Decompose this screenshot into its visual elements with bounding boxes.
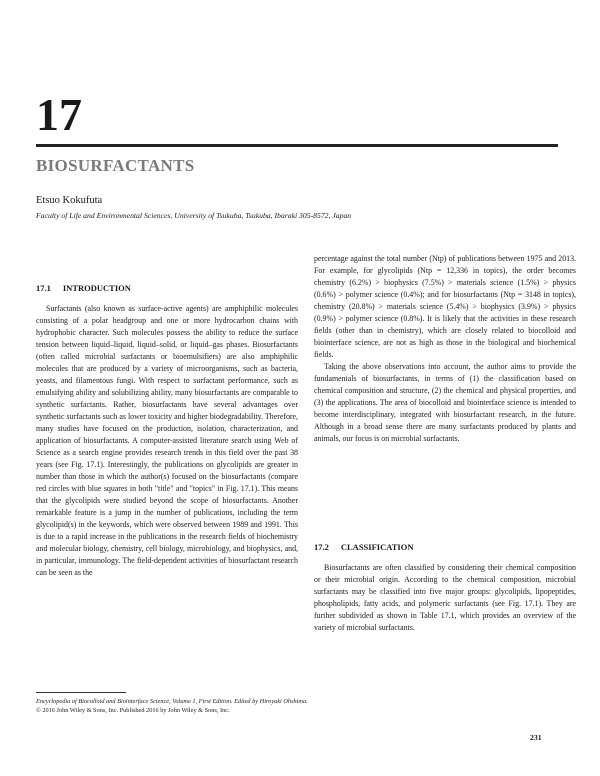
footnote-line-1: Encyclopedia of Biocolloid and Biointerface Science, Volume 1, First Edition. Edited by Hiroyuki Ohshima. [36, 698, 308, 705]
section-heading-introduction [36, 283, 131, 293]
page-number: 231 [530, 733, 542, 742]
section-number: 17.1 [36, 283, 51, 293]
section-number: 17.2 [314, 542, 329, 552]
footnote-rule [36, 692, 126, 693]
chapter-title: BIOSURFACTANTS [36, 156, 195, 175]
left-column [36, 303, 298, 579]
footnote-line-2: © 2016 John Wiley & Sons, Inc. Published 2016 by John Wiley & Sons, Inc. [36, 707, 230, 714]
right-column [314, 253, 576, 445]
author-affiliation: Faculty of Life and Environmental Sciences, University of Tsukuba, Tsukuba, Ibaraki 305-8572, Japan [36, 211, 352, 220]
author-name: Etsuo Kokufuta [36, 195, 103, 206]
introduction-continuation: percentage against the total number (Ntp) of publications between 1975 and 2013. For example, for glycolipids (Ntp = 12,336 in topics), the order becomes chemistry (6.2%) > biophysics (7.5%) > materials science (1.5%) > physics (0.6%) > polymer science (0.4%); and for biosurfactants (Ntp = 3148 in topics), chemistry (20.8%) > materials science (5.4%) > biophysics (3.9%) > physics (0.9%) > polymer science (0.8%). It is likely that the activities in these research fields (other than in chemistry), which are closely related to biocolloid and biointerface science, are not as high as those in the biological and biochemical fields. [314, 254, 576, 359]
section-title: CLASSIFICATION [340, 542, 414, 552]
classification-paragraph: Biosurfactants are often classified by considering their chemical composition or their microbial origin. According to the chemical composition, microbial surfactants may be classified into five major groups: glycolipids, lipopeptides, phospholipids, fatty acids, and polymeric surfactants (see Fig. 17.1). They are further subdivided as shown in Table 17.1, which provides an overview of the variety of microbial surfactants. [314, 563, 576, 632]
footnote [36, 697, 308, 715]
section-title: INTRODUCTION [62, 283, 131, 293]
section-heading-classification [314, 542, 413, 552]
introduction-paragraph-2: Taking the above observations into account, the author aims to provide the fundamentals of biosurfactants, in terms of (1) the classification based on chemical composition and structure, (2) the chemical and physical properties, and (3) the applications. The area of biocolloid and biointerface science is intended to become interdisciplinary, integrated with biosurfactant research, in the future. Although in a broad sense there are many surfactants produced by plants and animals, our focus is on microbial surfactants. [314, 362, 576, 443]
chapter-rule [36, 144, 558, 147]
classification-column [314, 562, 576, 634]
chapter-number: 17 [36, 89, 82, 140]
introduction-paragraph: Surfactants (also known as surface-active agents) are amphiphilic molecules consisting of a polar headgroup and one or more hydrocarbon chains with hydrophobic character. Such molecules possess the ability to reduce the surface tension between liquid–liquid, liquid–solid, or liquid–gas phases. Biosurfactants (often called microbial surfactants or bioemulsifiers) are also amphiphilic molecules that are produced by a variety of microorganisms, such as bacteria, yeasts, and filamentous fungi. With respect to surfactant performance, such as emulsifying ability and solubilizing ability, many biosurfactants are comparable to synthetic surfactants. Rather, biosurfactants have several advantages over synthetic surfactants such as lower toxicity and higher biodegradability. Therefore, many studies have focused on the production, isolation, characterization, and application of biosurfactants. A computer-assisted literature search using Web of Science as a search engine provides research trends in this field over the past 38 years (see Fig. 17.1). Interestingly, the publications on glycolipids are greater in number than those in which the author(s) focused on the biosurfactants (compare red circles with blue squares in both "title" and "topics" in Fig. 17.1). This means that the glycolipids were studied beyond the scope of biosurfactants. Another remarkable feature is a jump in the number of publications, including the term glycolipid(s) in the keywords, which were observed between 1989 and 1991. This is due to a rapid increase in the publications in the research fields of biochemistry and molecular biology, chemistry, cell biology, microbiology, and biophysics, and, in particular, immunology. The field-dependent activities of biosurfactant research can be seen as the [36, 304, 298, 577]
